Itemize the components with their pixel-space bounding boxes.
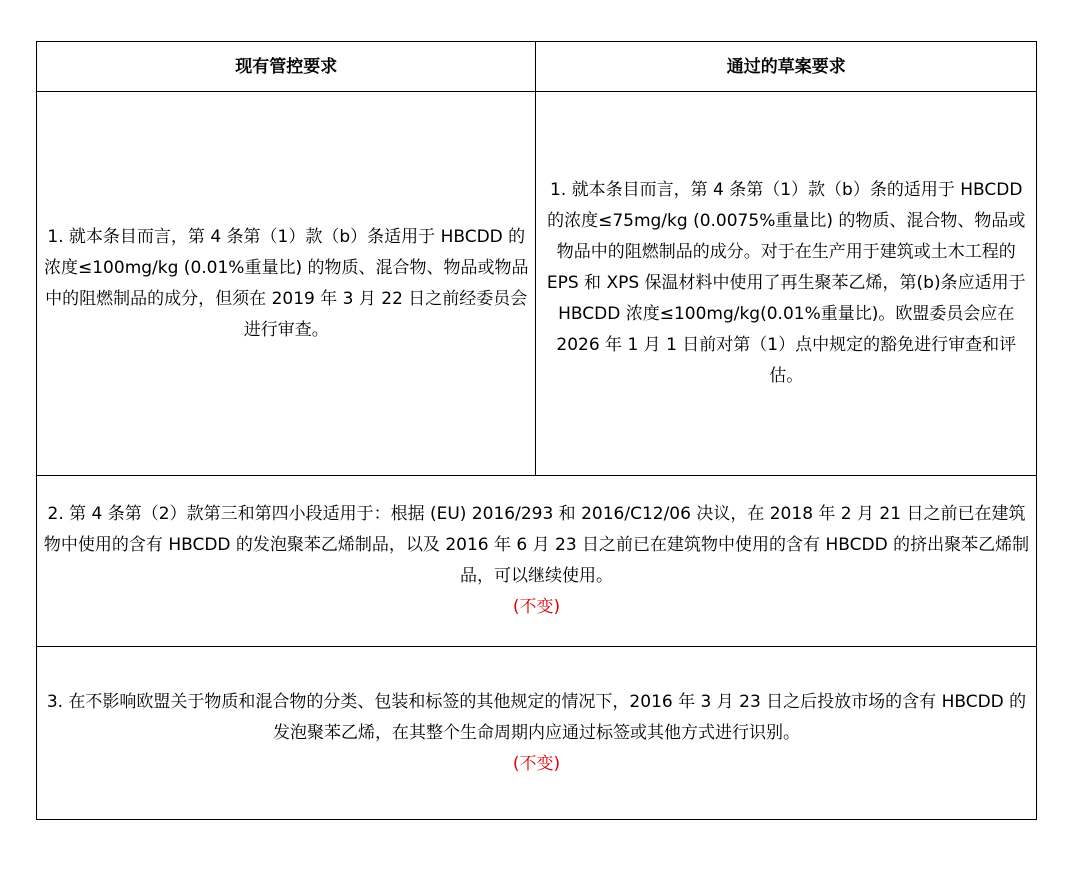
table-row	[37, 647, 1037, 820]
regulation-comparison-table	[36, 41, 1037, 820]
header-existing-requirements: 现有管控要求	[37, 42, 536, 92]
header-row	[37, 42, 1037, 92]
merged-cell-requirement-3	[37, 647, 1037, 820]
requirement-2-text: 2. 第 4 条第（2）款第三和第四小段适用于：根据 (EU) 2016/293 和 2016/C12/06 决议，在 2018 年 2 月 21 日之前已在建筑物中使用的含有 HBCDD 的发泡聚苯乙烯制品，以及 2016 年 6 月 23 日之前已在建筑物中使用的含有 HBCDD 的挤出聚苯乙烯制品，可以继续使用。	[43, 504, 1030, 586]
header-draft-requirements: 通过的草案要求	[536, 42, 1037, 92]
unchanged-note: (不变)	[512, 597, 561, 617]
merged-cell-requirement-2	[37, 476, 1037, 647]
draft-requirement-1: 1. 就本条目而言，第 4 条第（1）款（b）条的适用于 HBCDD 的浓度≤75mg/kg (0.0075%重量比) 的物质、混合物、物品或物品中的阻燃制品的成分。对于在生产用于建筑或土木工程的 EPS 和 XPS 保温材料中使用了再生聚苯乙烯，第(b)条应适用于 HBCDD 浓度≤100mg/kg(0.01%重量比)。欧盟委员会应在 2026 年 1 月 1 日前对第（1）点中规定的豁免进行审查和评估。	[536, 92, 1037, 476]
existing-requirement-1: 1. 就本条目而言，第 4 条第（1）款（b）条适用于 HBCDD 的浓度≤100mg/kg (0.01%重量比) 的物质、混合物、物品或物品中的阻燃制品的成分，但须在 2019 年 3 月 22 日之前经委员会进行审查。	[37, 92, 536, 476]
unchanged-note: (不变)	[512, 753, 561, 774]
requirement-3-text: 3. 在不影响欧盟关于物质和混合物的分类、包装和标签的其他规定的情况下，2016 年 3 月 23 日之后投放市场的含有 HBCDD 的发泡聚苯乙烯，在其整个生命周期内应通过标签或其他方式进行识别。	[46, 691, 1027, 743]
table-row	[37, 476, 1037, 647]
table-row	[37, 92, 1037, 476]
